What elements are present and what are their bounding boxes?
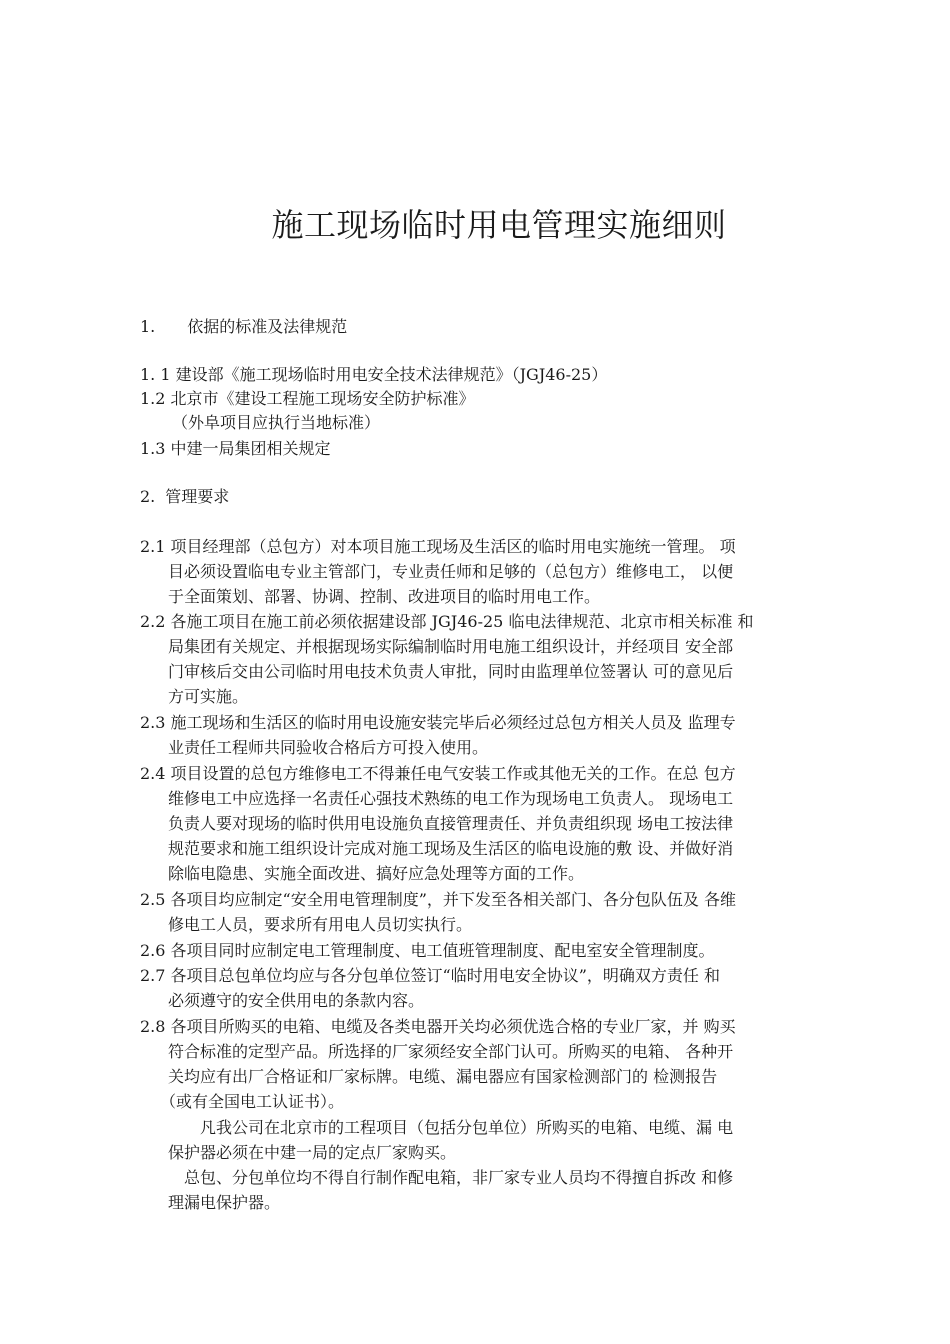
section-2-number: 2. (140, 487, 156, 506)
section-1-heading (140, 314, 347, 340)
item-2-7-line-1: 2.7 各项目总包单位均应与各分包单位签订“临时用电安全协议”，明确双方责任 和 (140, 966, 720, 985)
item-1-1: 1. 1 建设部《施工现场临时用电安全技术法律规范》（JGJ46-25） (140, 365, 608, 384)
item-2-4-line-3: 负责人要对现场的临时供用电设施负直接管理责任、并负责组织现 场电工按法律 (168, 814, 734, 833)
paragraph-beijing-line-1: 凡我公司在北京市的工程项目（包括分包单位）所购买的电箱、电缆、漏 电 (200, 1118, 734, 1137)
item-2-4-line-1: 2.4 项目设置的总包方维修电工不得兼任电气安装工作或其他无关的工作。在总 包方 (140, 764, 736, 783)
item-2-6: 2.6 各项目同时应制定电工管理制度、电工值班管理制度、配电室安全管理制度。 (140, 941, 715, 960)
item-2-8-line-3: 关均应有出厂合格证和厂家标牌。电缆、漏电器应有国家检测部门的 检测报告 (168, 1067, 718, 1086)
item-2-2-line-2: 局集团有关规定、并根据现场实际编制临时用电施工组织设计，并经项目 安全部 (168, 637, 734, 656)
section-2-heading (140, 484, 229, 510)
item-2-4-line-4: 规范要求和施工组织设计完成对施工现场及生活区的临电设施的敷 设、并做好消 (168, 839, 734, 858)
item-2-1-line-3: 于全面策划、部署、协调、控制、改进项目的临时用电工作。 (168, 587, 601, 606)
item-2-3-line-1: 2.3 施工现场和生活区的临时用电设施安装完毕后必须经过总包方相关人员及 监理专 (140, 713, 736, 732)
item-2-1-line-2: 目必须设置临电专业主管部门，专业责任师和足够的（总包方）维修电工， 以便 (168, 562, 734, 581)
item-2-2-line-3: 门审核后交由公司临时用电技术负责人审批，同时由监理单位签署认 可的意见后 (168, 662, 734, 681)
item-2-3-line-2: 业责任工程师共同验收合格后方可投入使用。 (168, 738, 489, 757)
item-2-4-line-2: 维修电工中应选择一名责任心强技术熟练的电工作为现场电工负责人。 现场电工 (168, 789, 734, 808)
item-2-4-line-5: 除临电隐患、实施全面改进、搞好应急处理等方面的工作。 (168, 864, 585, 883)
section-1-number: 1. (140, 317, 156, 336)
item-2-8-line-1: 2.8 各项目所购买的电箱、电缆及各类电器开关均必须优选合格的专业厂家，并 购买 (140, 1017, 736, 1036)
item-2-8-line-2: 符合标准的定型产品。所选择的厂家须经安全部门认可。所购买的电箱、 各种开 (168, 1042, 734, 1061)
document-title: 施工现场临时用电管理实施细则 (271, 206, 727, 244)
item-2-8-line-4: （或有全国电工认证书）。 (160, 1092, 345, 1111)
item-1-3: 1.3 中建一局集团相关规定 (140, 439, 331, 458)
paragraph-distribution-line-2: 理漏电保护器。 (168, 1193, 281, 1212)
item-2-2-line-4: 方可实施。 (168, 687, 249, 706)
item-2-7-line-2: 必须遵守的安全供用电的条款内容。 (168, 991, 425, 1010)
item-1-2-note: （外阜项目应执行当地标准） (172, 413, 381, 432)
item-2-1-line-1: 2.1 项目经理部（总包方）对本项目施工现场及生活区的临时用电实施统一管理。 项 (140, 537, 736, 556)
item-2-5-line-1: 2.5 各项目均应制定“安全用电管理制度”，并下发至各相关部门、各分包队伍及 各维 (140, 890, 736, 909)
section-2-title: 管理要求 (165, 487, 230, 506)
item-2-5-line-2: 修电工人员，要求所有用电人员切实执行。 (168, 915, 473, 934)
paragraph-beijing-line-2: 保护器必须在中建一局的定点厂家购买。 (168, 1143, 457, 1162)
item-1-2: 1.2 北京市《建设工程施工现场安全防护标准》 (140, 389, 475, 408)
paragraph-distribution-line-1: 总包、分包单位均不得自行制作配电箱，非厂家专业人员均不得擅自拆改 和修 (184, 1168, 734, 1187)
item-2-2-line-1: 2.2 各施工项目在施工前必须依据建设部 JGJ46-25 临电法律规范、北京市相关标准 和 (140, 612, 754, 631)
section-1-title: 依据的标准及法律规范 (187, 317, 348, 336)
